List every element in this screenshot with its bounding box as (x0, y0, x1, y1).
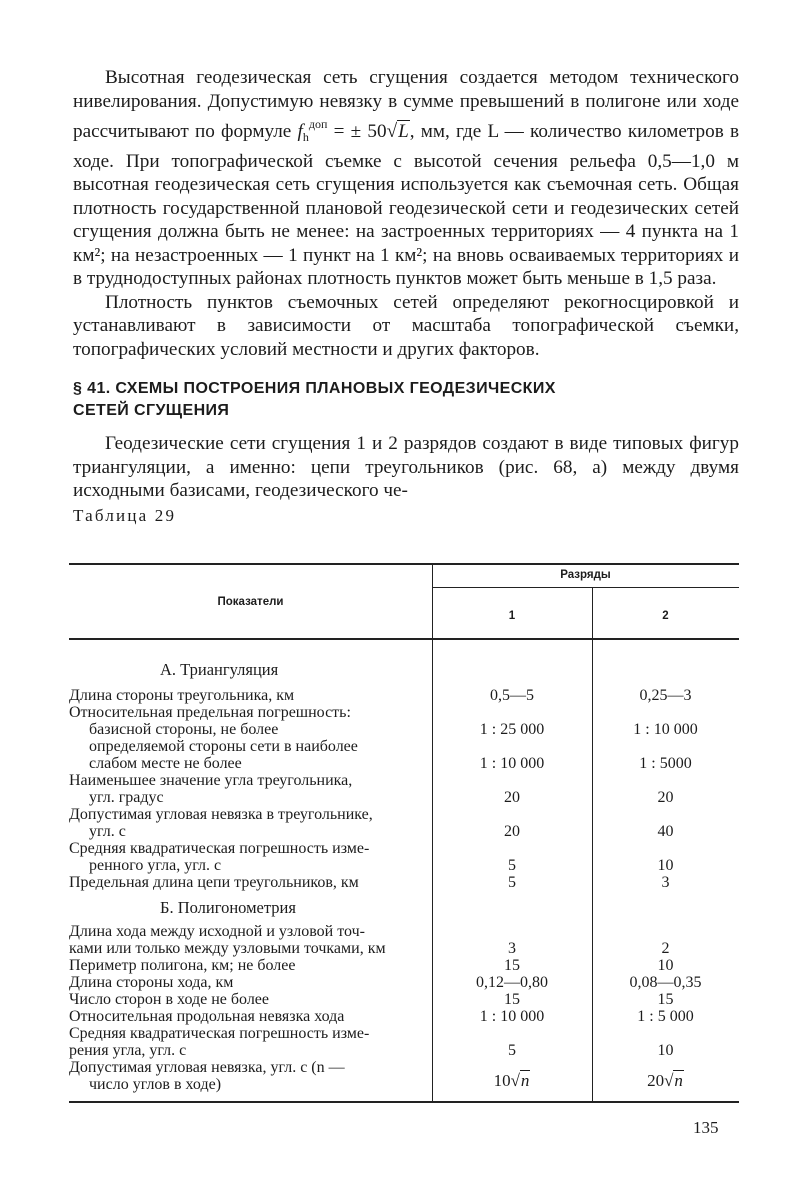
row-label: слабом месте не более (89, 755, 242, 772)
row-value-rank-2: 3 (661, 874, 670, 891)
table-header-rule (69, 638, 739, 640)
paragraph-1 (73, 66, 739, 291)
row-label: Предельная длина цепи треугольников, км (69, 874, 359, 891)
paragraph-1-text-b: , мм, где L — количество километров в ходе. При топографической съемке с высотой сечения рельефа 0,5—1,0 м высотная геодезическая сеть сгущения используется как съемочная сеть. Общая плотность государственной плановой геодезической сети и геодезических сетей сгущения должна быть не менее: на застроенных территориях — 4 пункта на 1 км²; на незастроенных — 1 пункт на 1 км²; на вновь осваиваемых территориях и в труднодоступных районах плотность пунктов может быть меньше в 1,5 раза. (73, 121, 740, 289)
sqrt-sign: √ (386, 121, 398, 142)
header-rank-1: 1 (508, 610, 516, 622)
coefficient: 10 (493, 1071, 511, 1090)
row-value-rank-1: 1 : 25 000 (479, 721, 545, 738)
row-label: Относительная предельная погрешность: (69, 704, 351, 721)
paragraph-3: Геодезические сети сгущения 1 и 2 разрядов создают в виде типовых фигур триангуляции, а именно: цепи треугольников (рис. 68, а) между двумя исходными базисами, геодезического че- (73, 433, 739, 501)
row-label: Средняя квадратическая погрешность изме- (69, 840, 370, 857)
row-value-rank-2: 1 : 10 000 (633, 721, 698, 738)
row-label: Средняя квадратическая погрешность изме- (69, 1025, 370, 1042)
row-label: Число сторон в ходе не более (69, 991, 269, 1008)
row-value-rank-1: 15 (504, 991, 520, 1008)
section-title-triangulation: А. Триангуляция (160, 660, 279, 679)
radicand: n (674, 1071, 683, 1090)
row-label: угл. градус (89, 789, 164, 806)
header-ranks: Разряды (560, 569, 611, 581)
sqrt-sign: √ (510, 1071, 520, 1090)
row-value-rank-2: 1 : 5000 (639, 755, 692, 772)
row-value-rank-2: 0,08—0,35 (629, 974, 702, 991)
row-value-rank-2 (592, 1072, 739, 1089)
row-label: угл. с (89, 823, 126, 840)
header-indicators: Показатели (217, 596, 284, 608)
row-value-rank-1: 5 (508, 874, 516, 891)
row-value-rank-1: 1 : 10 000 (479, 755, 545, 772)
table-top-rule (69, 563, 739, 565)
row-value-rank-2: 15 (657, 991, 674, 1008)
section-heading: § 41. СХЕМЫ ПОСТРОЕНИЯ ПЛАНОВЫХ ГЕОДЕЗИЧЕСКИХ СЕТЕЙ СГУЩЕНИЯ (73, 380, 556, 419)
row-value-rank-1: 0,12—0,80 (476, 974, 548, 991)
row-label: Допустимая угловая невязка в треугольнике, (69, 806, 373, 823)
sqrt-sign: √ (664, 1071, 674, 1090)
row-label: число углов в ходе) (89, 1076, 222, 1093)
row-value-rank-1: 20 (504, 823, 520, 840)
row-value-rank-1: 5 (508, 857, 516, 874)
row-value-rank-2: 1 : 5 000 (637, 1008, 694, 1025)
row-value-rank-1: 15 (504, 957, 520, 974)
row-label: Периметр полигона, км; не более (69, 957, 296, 974)
coefficient: 20 (647, 1071, 665, 1090)
paragraph-1-text-a: Высотная геодезическая сеть сгущения создается методом технического нивелирования. Допустимую невязку в сумме превышений в полигоне или ходе рассчитывают по формуле (73, 67, 739, 142)
row-value-rank-1: 1 : 10 000 (479, 1008, 545, 1025)
row-label: базисной стороны, не более (89, 721, 279, 738)
radicand: n (520, 1071, 530, 1090)
row-value-rank-1: 3 (508, 940, 516, 957)
row-value-rank-2: 0,25—3 (639, 687, 692, 704)
row-value-rank-1: 5 (508, 1042, 516, 1059)
row-label: Длина стороны хода, км (69, 974, 234, 991)
row-label: рения угла, угл. с (69, 1042, 187, 1059)
row-label: Длина хода между исходной и узловой точ- (69, 923, 365, 940)
row-value-rank-2: 10 (657, 857, 674, 874)
tolerance-formula: $f_h^{доп}$ = ± 50√L (297, 117, 409, 144)
paragraph-2: Плотность пунктов съемочных сетей определяют рекогносцировкой и устанавливают в зависимости от масштаба топографической съемки, топографических условий местности и других факторов. (73, 291, 739, 360)
row-label: Длина стороны треугольника, км (69, 687, 295, 704)
row-value-rank-1: 20 (504, 789, 520, 806)
row-value-rank-2: 2 (661, 940, 670, 957)
row-value-rank-2: 20 (657, 789, 674, 806)
page-number: 135 (693, 1118, 719, 1137)
row-value-rank-1: 0,5—5 (490, 687, 534, 704)
row-value-rank-2: 10 (657, 1042, 674, 1059)
row-label: ренного угла, угл. с (89, 857, 222, 874)
row-label: ками или только между узловыми точками, км (69, 940, 386, 957)
header-rank-2: 2 (662, 610, 669, 622)
row-label: определяемой стороны сети в наиболее (89, 738, 358, 755)
section-title-polygonometry: Б. Полигонометрия (160, 898, 296, 917)
row-label: Наименьшее значение угла треугольника, (69, 772, 353, 789)
row-value-rank-2: 10 (657, 957, 674, 974)
row-value-rank-2: 40 (657, 823, 674, 840)
row-label: Относительная продольная невязка хода (69, 1008, 345, 1025)
table-title: Таблица 29 (73, 505, 177, 525)
row-label: Допустимая угловая невязка, угл. с (n — (69, 1059, 345, 1076)
row-value-rank-1 (432, 1072, 592, 1089)
table-bottom-rule (69, 1101, 739, 1103)
ranks-underline (432, 587, 739, 588)
page-text (73, 66, 739, 526)
